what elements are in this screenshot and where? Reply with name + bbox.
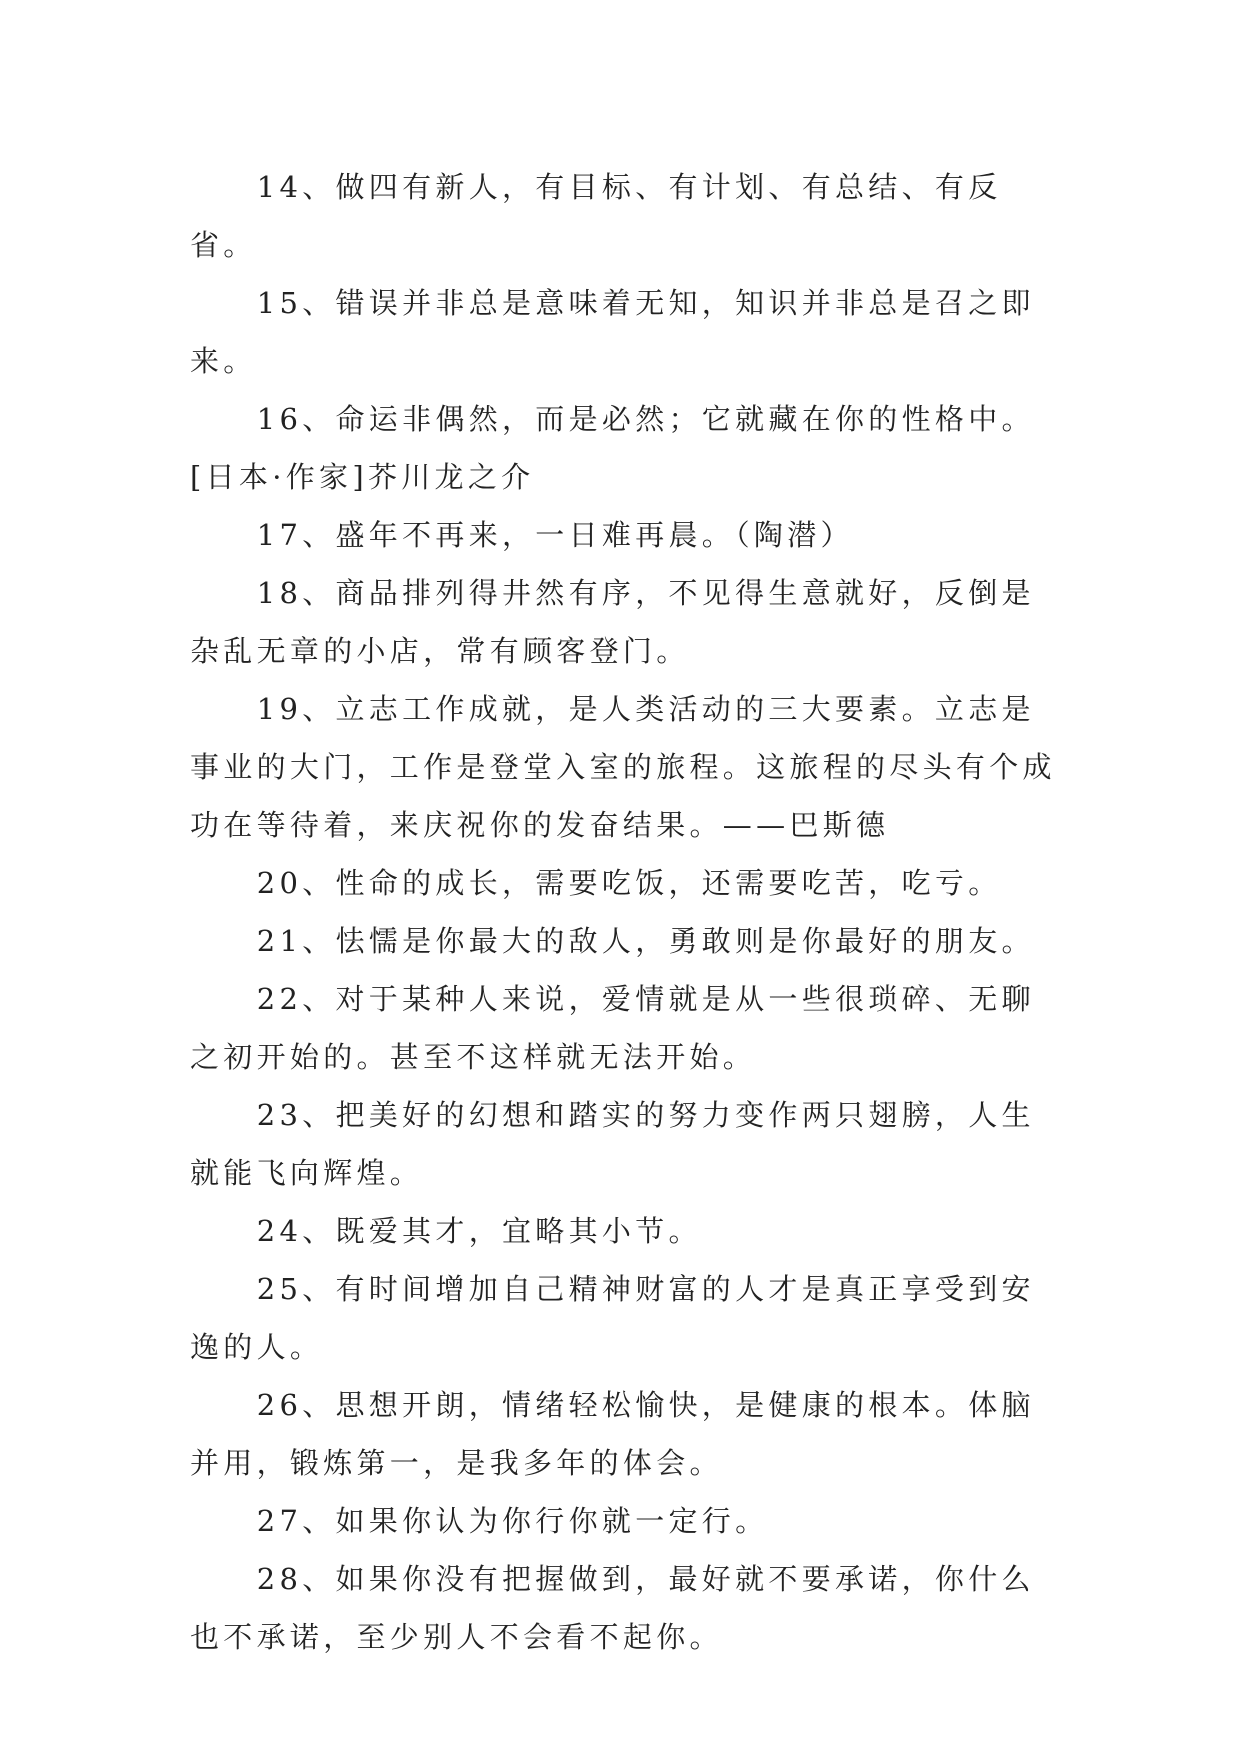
quote-paragraph-22: 22、对于某种人来说，爱情就是从一些很琐碎、无聊之初开始的。甚至不这样就无法开始。 xyxy=(190,982,1035,1074)
quote-paragraph-19: 19、立志工作成就，是人类活动的三大要素。立志是事业的大门，工作是登堂入室的旅程。这旅程的尽头有个成功在等待着，来庆祝你的发奋结果。——巴斯德 xyxy=(190,692,1056,842)
quote-paragraph-23: 23、把美好的幻想和踏实的努力变作两只翅膀，人生就能飞向辉煌。 xyxy=(190,1098,1035,1190)
quote-paragraph-17: 17、盛年不再来，一日难再晨。（陶潜） xyxy=(256,518,854,552)
quote-paragraph-20: 20、性命的成长，需要吃饭，还需要吃苦，吃亏。 xyxy=(256,866,1002,900)
quote-paragraph-14: 14、做四有新人，有目标、有计划、有总结、有反省。 xyxy=(190,170,1002,262)
quote-paragraph-28: 28、如果你没有把握做到，最好就不要承诺，你什么也不承诺，至少别人不会看不起你。 xyxy=(190,1562,1035,1654)
document-body xyxy=(190,158,1060,1666)
quote-paragraph-16: 16、命运非偶然，而是必然；它就藏在你的性格中。[日本·作家]芥川龙之介 xyxy=(190,402,1035,494)
quote-paragraph-25: 25、有时间增加自己精神财富的人才是真正享受到安逸的人。 xyxy=(190,1272,1035,1364)
quote-paragraph-26: 26、思想开朗，情绪轻松愉快，是健康的根本。体脑并用，锻炼第一，是我多年的体会。 xyxy=(190,1388,1035,1480)
quote-paragraph-18: 18、商品排列得井然有序，不见得生意就好，反倒是杂乱无章的小店，常有顾客登门。 xyxy=(190,576,1035,668)
quote-paragraph-21: 21、怯懦是你最大的敌人，勇敢则是你最好的朋友。 xyxy=(256,924,1035,958)
quote-paragraph-15: 15、错误并非总是意味着无知，知识并非总是召之即来。 xyxy=(190,286,1035,378)
quote-paragraph-24: 24、既爱其才，宜略其小节。 xyxy=(256,1214,702,1248)
quote-paragraph-27: 27、如果你认为你行你就一定行。 xyxy=(256,1504,769,1538)
